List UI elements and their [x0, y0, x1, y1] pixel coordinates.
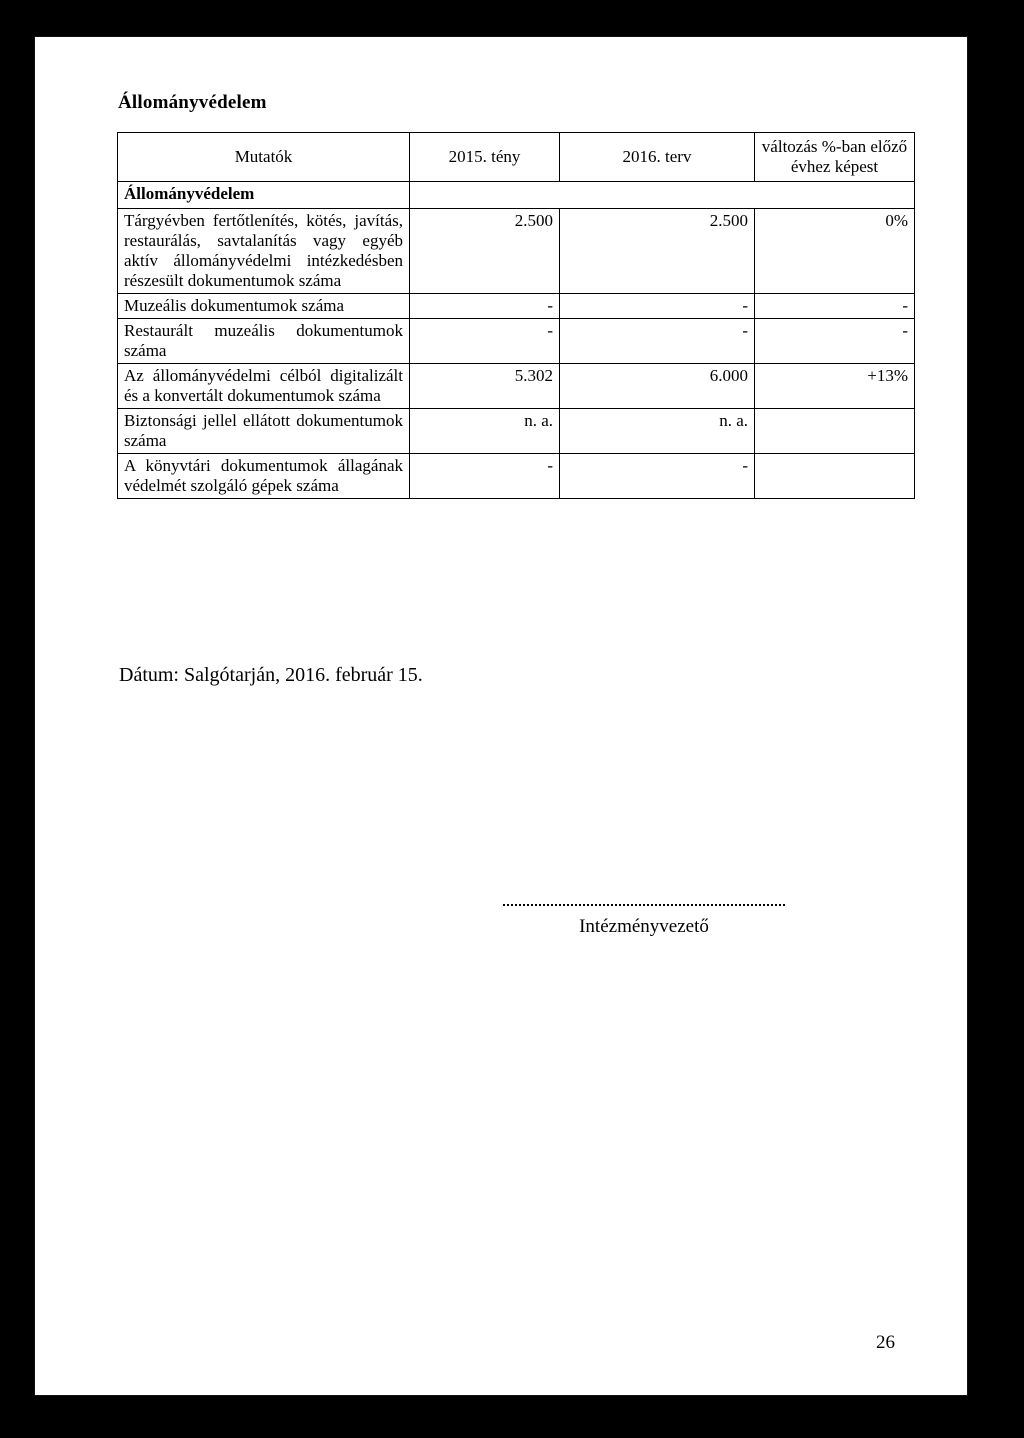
row-change-value: +13% [755, 364, 915, 409]
table-row [118, 209, 915, 294]
indicators-table [117, 132, 915, 499]
group-label: Állományvédelem [118, 182, 410, 209]
table-row [118, 364, 915, 409]
signature-title: Intézményvezető [579, 916, 709, 937]
signature-line [503, 896, 785, 906]
group-row [118, 182, 915, 209]
row-change-value [755, 454, 915, 499]
header-change: változás %-ban előző évhez képest [755, 133, 915, 182]
group-empty-cell [410, 182, 915, 209]
row-change-value: 0% [755, 209, 915, 294]
row-name: Restaurált muzeális dokumentumok száma [118, 319, 410, 364]
row-2015-value: - [410, 319, 560, 364]
section-title: Állományvédelem [118, 92, 267, 113]
row-2015-value: 2.500 [410, 209, 560, 294]
date-line: Dátum: Salgótarján, 2016. február 15. [119, 664, 423, 686]
row-name: A könyvtári dokumentumok állagának védelmét szolgáló gépek száma [118, 454, 410, 499]
header-2015: 2015. tény [410, 133, 560, 182]
row-2015-value: n. a. [410, 409, 560, 454]
row-name: Muzeális dokumentumok száma [118, 294, 410, 319]
table-row [118, 319, 915, 364]
table-row [118, 454, 915, 499]
table-row [118, 294, 915, 319]
row-2016-value: - [560, 294, 755, 319]
row-change-value: - [755, 319, 915, 364]
row-2016-value: 6.000 [560, 364, 755, 409]
row-name: Tárgyévben fertőtlenítés, kötés, javítás, restaurálás, savtalanítás vagy egyéb aktív állományvédelmi intézkedésben részesült dokumentumok száma [118, 209, 410, 294]
table-row [118, 409, 915, 454]
row-2015-value: - [410, 454, 560, 499]
row-name: Biztonsági jellel ellátott dokumentumok száma [118, 409, 410, 454]
table-header-row [118, 133, 915, 182]
row-2016-value: - [560, 319, 755, 364]
row-2015-value: 5.302 [410, 364, 560, 409]
header-indicators: Mutatók [118, 133, 410, 182]
row-2015-value: - [410, 294, 560, 319]
row-change-value: - [755, 294, 915, 319]
row-2016-value: - [560, 454, 755, 499]
row-2016-value: 2.500 [560, 209, 755, 294]
header-2016: 2016. terv [560, 133, 755, 182]
page-number: 26 [876, 1332, 895, 1353]
row-change-value [755, 409, 915, 454]
row-2016-value: n. a. [560, 409, 755, 454]
row-name: Az állományvédelmi célból digitalizált és a konvertált dokumentumok száma [118, 364, 410, 409]
